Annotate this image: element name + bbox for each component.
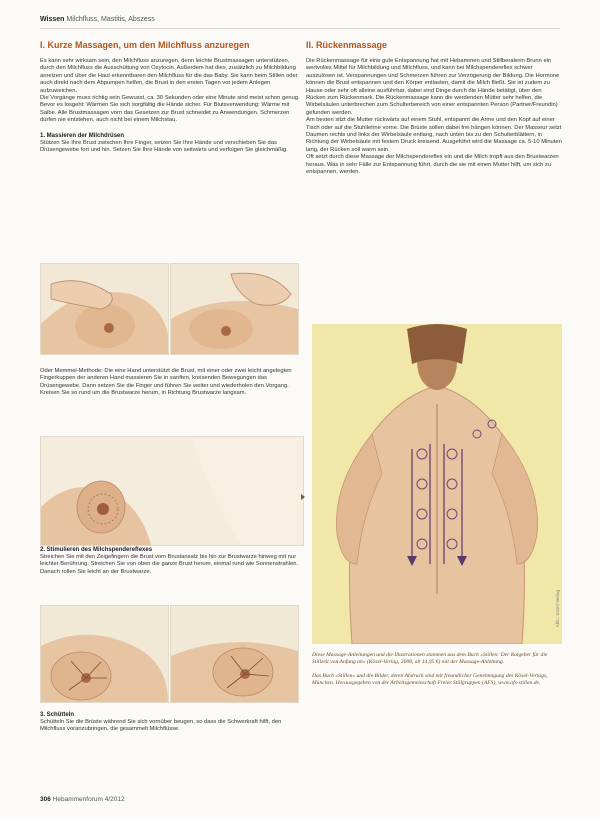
page-footer <box>40 796 125 803</box>
step-3-text: Schütteln Sie die Brüste während Sie sich vornüber beugen, so dass die Schwerkraft hilft, den Milchfluss voranzubringen, die gesammelt Milchflüsse. <box>40 719 282 733</box>
back-massage-fig <box>312 324 562 644</box>
journal-name: Hebammenforum <box>52 796 103 803</box>
step-1b-text: Oder Memmel-Methode: Die eine Hand unterstützt die Brust, mit einer oder zwei leicht angelegten Fingerkuppen der anderen Hand massieren Sie in sanften, kreisenden Bewegungen das Drüsengewebe. Dann setzen Sie die Finger und führen Sie weiter und wiederholen den Vorgang. Kreisen Sie so rund um die Brustwarze herum, in Richtung Brustwarze langsam. <box>40 368 292 397</box>
right-column <box>306 40 562 177</box>
circular-massage-illustration <box>41 437 303 545</box>
back-massage-illustration <box>312 324 562 644</box>
page-marker-arrow <box>301 494 305 500</box>
left-intro-paragraph: Es kann sehr wirksam sein, den Milchfluss anzuregen, denn leichte Brustmassagen unterstützen, durch den Milchfluss die Ausschüttung von Oxytocin. Außerdem hat dies, zusätzlich zu Milchbildung anreizen und über die Haut erkenntbaren den Milchfluss für die das Baby. Sie kann beim Stillen oder auch direkt nach dem Abpumpen helfen, die Brust in den ersten Tagen vor jedem Anlegen aufzuweichen. <box>40 58 298 94</box>
running-head <box>40 16 155 23</box>
stroking-breast-illustration-b <box>171 606 298 702</box>
massage-fig-1b <box>170 263 299 355</box>
step-1-text: Stützen Sie Ihre Brust zwischen Ihre Finger, setzen Sie Ihre Hände und verschieben Sie das Drüsengewebe fort und hin. Setzen Sie Ihre Hände von seitwärts und verfolgen Sie gleichmäßig. <box>40 139 288 154</box>
left-paragraph-3: Bevor es losgeht: Wärmen Sie sich sorgfältig die Hände sicher. Für Blutsverwendung: Wärme mit Salbe. Alle Brustmassagen vorn das Gesetzen zur Brust schneidet zu Anwendungen. Schmerzen dürfen nie entstehen, auch nicht bei einem Milchstau. <box>40 102 290 124</box>
running-head-topics: Milchfluss, Mastitis, Abszess <box>66 16 155 23</box>
step-3-block <box>40 712 302 734</box>
image-credit: Abb.: Kösel-Verlag <box>555 590 560 628</box>
figure-caption-2: Das Buch »Stillen« und die Bilder, deren Abdruck sind mit freundlicher Genehmigung des Kösel-Verlags, München. Herausgegeben von der Arbeitsgemeinschaft Freier Stillgruppen (AFS), www.afs-stillen.de. <box>312 673 548 686</box>
stroking-breast-illustration-a <box>41 606 168 702</box>
figure-caption-1: Diese Massage-Anleitungen und die Illustrationen stammen aus dem Buch »Stillen: Der Ratgeber für die Stillzeit von Anfang an« (Kösel-Verlag, 2008, ab 14,95 €) mit der Massage-Anleitung. <box>312 652 548 665</box>
step-2-text: Streichen Sie mit den Zeigefingern die Brust vom Brustansatz bis hin zur Brustwarze hinweg mit nur leichter Berührung. Streichen Sie von oben die ganze Brust herum, einmal rund wie Sonnenstrahlen. Danach rollen Sie leicht an der Brustwarze. <box>40 554 299 575</box>
journal-issue: 4/2012 <box>104 796 125 803</box>
step-2-title: 2. Stimulieren des Milchspendereflexes <box>40 547 153 553</box>
header-rule <box>40 28 560 29</box>
step-3-title: 3. Schütteln <box>40 712 75 718</box>
hands-on-breast-illustration-a <box>41 264 168 354</box>
memmel-text-block <box>40 368 302 398</box>
memmel-method-fig <box>40 436 304 546</box>
step-2-block <box>40 547 302 576</box>
section-heading-back-massage: II. Rückenmassage <box>306 40 388 50</box>
hands-on-breast-illustration-b <box>171 264 298 354</box>
section-heading-short-massages: I. Kurze Massagen, um den Milchfluss anzuregen <box>40 40 250 50</box>
milk-reflex-fig-b <box>170 605 299 703</box>
right-paragraph-1: Die Rückenmassage für eine gute Entspannung hat mit Hebammen und Stillberaterin Brunn ein wertvolles Mittel für Milchbildung und Milchfluss, und kann bei Milchspendereflex schwer auszulösen ist. Verspannungen und Schmerzen führen zur Verzögerung der Bildung. Die Hormone können die Brust entspannen und den Körper entlasten, damit die Milch fließt. Sie ist zudem zu Hause oder sehr oft alleine ausführbar, dabei sind Dinge durch die Hände betätigt, über den Rücken zum Rückenmark. Die Rückenmassage kann die werdenden Mütter sehr helfen, die Wirbelsäulen unterbrechen zum Schulterbereich von einer entspannten Person (Partner/Freundin) gefunden werden. <box>306 58 560 116</box>
running-head-section: Wissen <box>40 16 65 23</box>
left-column <box>40 40 302 154</box>
step-1-title: 1. Massieren der Milchdrüsen <box>40 132 125 139</box>
page-number: 306 <box>40 796 51 803</box>
left-paragraph-2: Die Vorgänge muss richtig sein Gewusst, ca. 30 Sekunden oder eine Minute sind meist schon genug. <box>40 95 300 102</box>
right-paragraph-3: Oft setzt durch diese Massage der Milchspendereflex ein und die Milch tropft aus den Brustwarzen heraus. Was in sehr Fälle zur Entspannung führt, durch die sie mit einen Mutter hilft, um sich zu entspannen, werden. <box>306 154 559 176</box>
right-paragraph-2: Am besten sitzt die Mutter rückwärts auf einem Stuhl, entspannt die Arme und den Kopf auf einer Tisch oder auf die Stuhllehne vorne. Die Brüste sollen dabei frei hängen können. Der Masseur setzt Daumen rechts und links der Wirbelsäule entlang, nach unten bis zu den Schulterblättern, in Richtung der Wirbelsäule mit festem Druck kreisend. Ausgeführt wird die Massage ca. 5-10 Minuten lang, der Rücken soll warm sein. <box>306 117 562 153</box>
milk-reflex-fig-a <box>40 605 169 703</box>
massage-fig-1a <box>40 263 169 355</box>
caption-block <box>312 652 562 694</box>
